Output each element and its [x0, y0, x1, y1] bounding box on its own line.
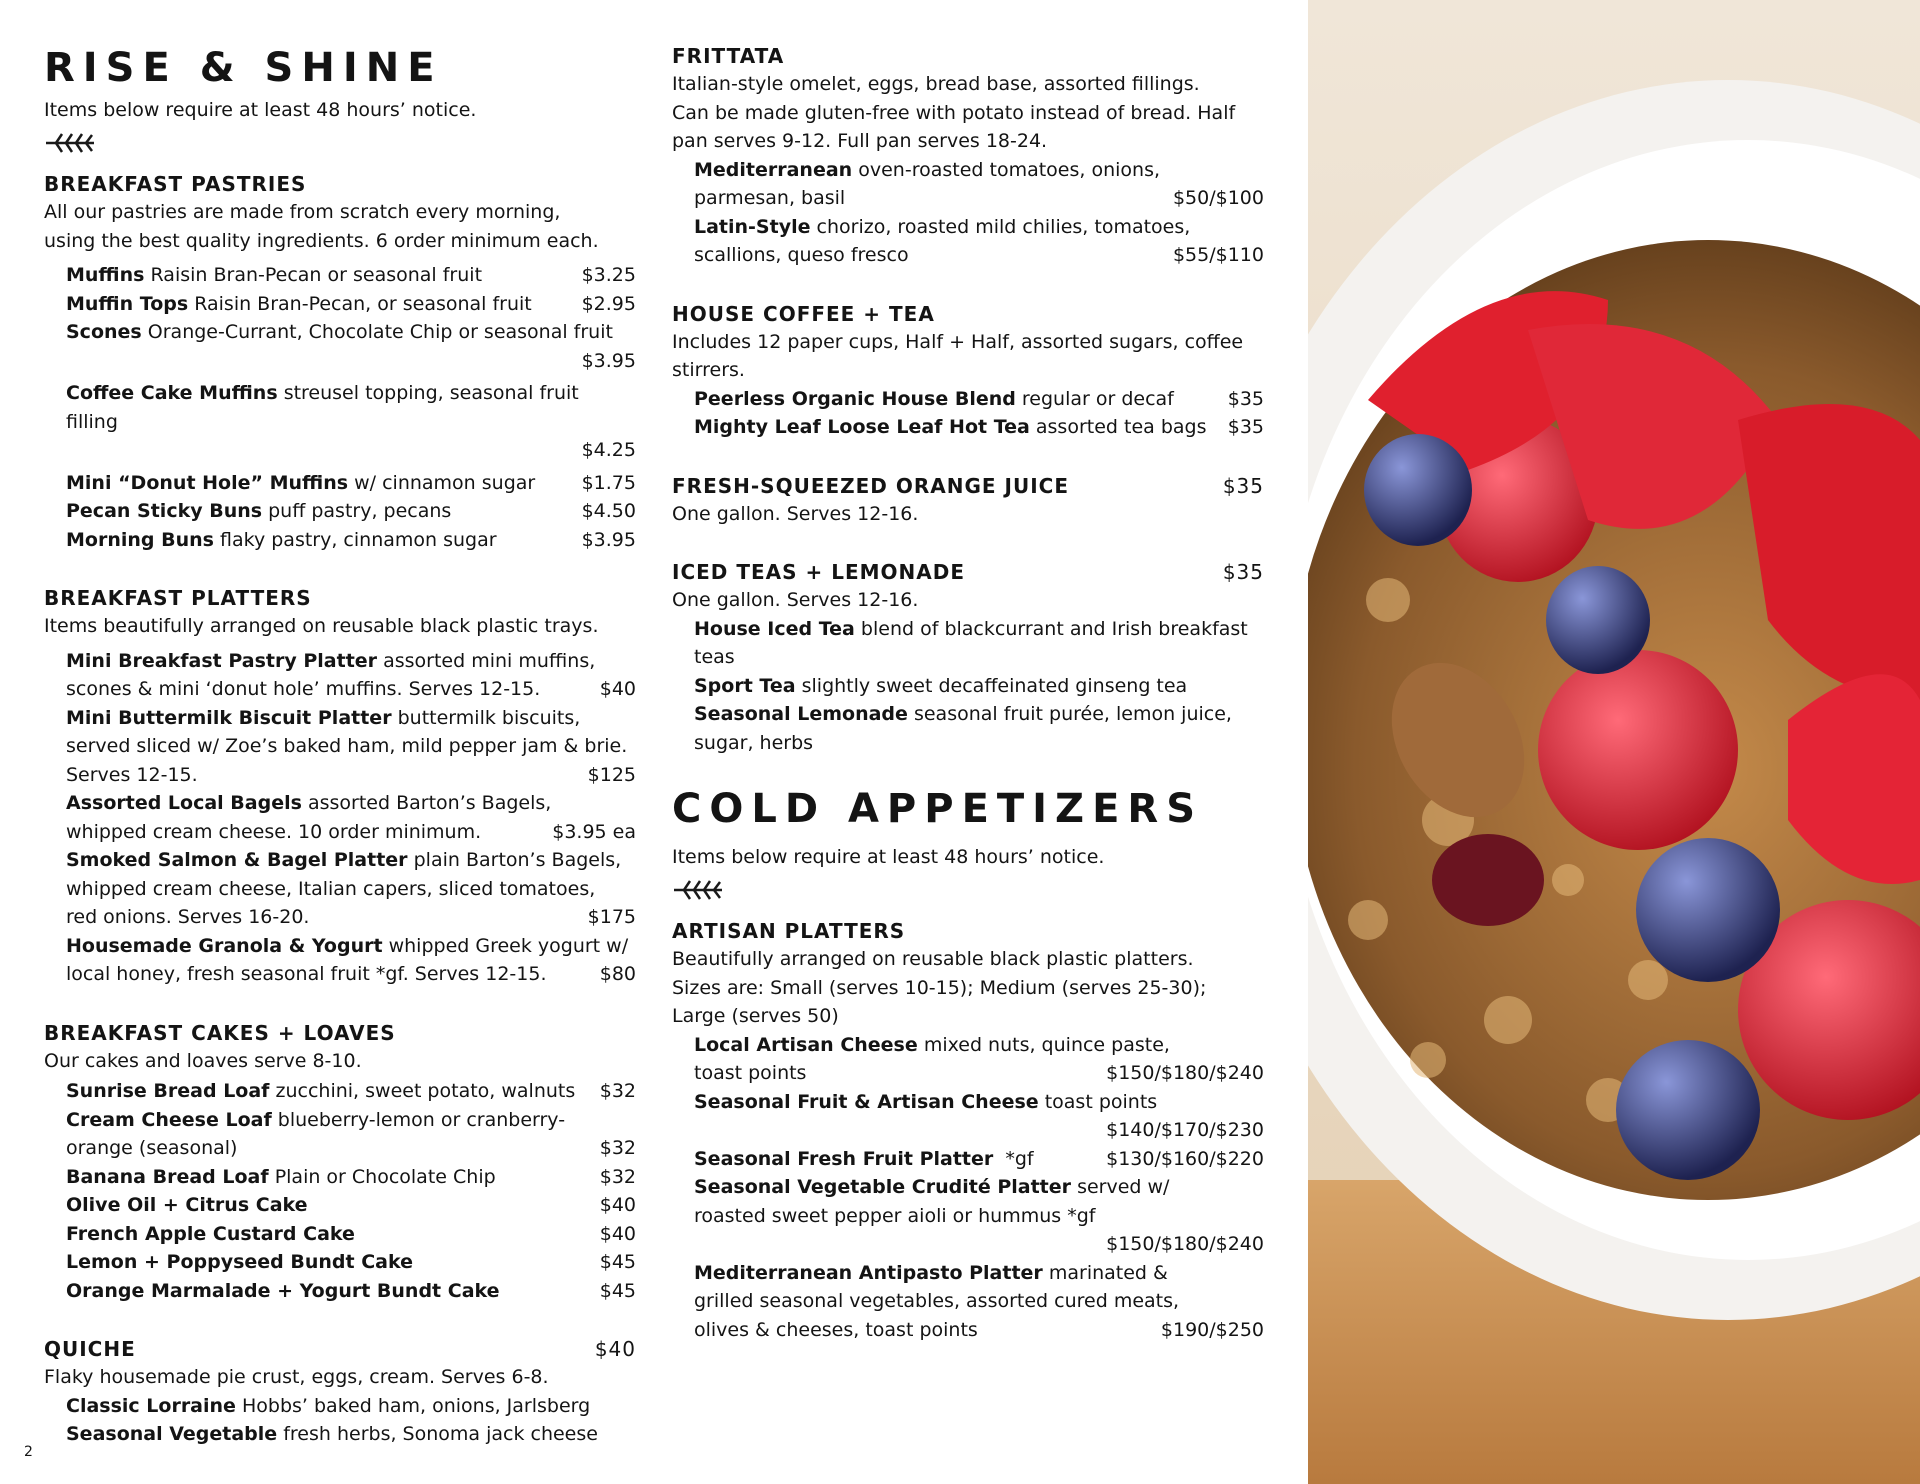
- menu-item: Sport Tea slightly sweet decaffeinated ginseng tea: [694, 674, 1188, 697]
- menu-item: Smoked Salmon & Bagel Platter plain Barton’s Bagels, whipped cream cheese, Italian capers, sliced tomatoes, red onions. Serves 16-20. $175: [66, 849, 636, 928]
- section-desc: Includes 12 paper cups, Half + Half, assorted sugars, coffee: [672, 330, 1244, 353]
- section-desc: Italian-style omelet, eggs, bread base, assorted fillings.: [672, 73, 1200, 95]
- menu-item: Mediterranean Antipasto Platter marinated & grilled seasonal vegetables, assorted cured meats, olives & cheeses, toast points $190/$250: [694, 1261, 1264, 1341]
- section-desc: Items beautifully arranged on reusable black plastic trays.: [44, 615, 599, 637]
- section-heading-platters: BREAKFAST PLATTERS: [44, 586, 312, 610]
- menu-item: Olive Oil + Citrus Cake $40: [66, 1194, 636, 1216]
- granola-bowl-photo: [1308, 0, 1920, 1484]
- menu-item: Classic Lorraine Hobbs’ baked ham, onions, Jarlsberg: [66, 1394, 591, 1417]
- granola-bowl-illustration: [1308, 0, 1920, 1484]
- section-desc: Large (serves 50): [672, 1005, 839, 1027]
- menu-item: Latin-Style chorizo, roasted mild chilies, tomatoes, scallions, queso fresco $55/$110: [694, 215, 1264, 266]
- sprig-icon: [44, 130, 96, 156]
- menu-item: Sunrise Bread Loaf zucchini, sweet potato, walnuts $32: [66, 1080, 636, 1102]
- menu-item: Seasonal Vegetable fresh herbs, Sonoma jack cheese: [66, 1423, 598, 1445]
- sprig-icon: [672, 877, 724, 903]
- menu-item: Seasonal Fresh Fruit Platter *gf $130/$160/$220: [694, 1147, 1264, 1170]
- section-desc: One gallon. Serves 12-16.: [672, 502, 919, 525]
- section-heading-artisan: ARTISAN PLATTERS: [672, 919, 906, 943]
- menu-item: Mini Buttermilk Biscuit Platter buttermilk biscuits, served sliced w/ Zoe’s baked ham, mild pepper jam & brie. Serves 12-15. $125: [66, 706, 636, 786]
- section-desc: stirrers.: [672, 359, 745, 381]
- notice: Items below require at least 48 hours’ notice.: [672, 846, 1105, 868]
- menu-item: Lemon + Poppyseed Bundt Cake $45: [66, 1251, 636, 1273]
- menu-item: Housemade Granola & Yogurt whipped Greek yogurt w/ local honey, fresh seasonal fruit *gf. Serves 12-15. $80: [66, 934, 636, 985]
- menu-item: Coffee Cake Muffins streusel topping, seasonal fruit filling $4.25: [66, 382, 636, 461]
- page-title: RISE & SHINE: [44, 45, 443, 91]
- menu-item: Cream Cheese Loaf blueberry-lemon or cranberry- orange (seasonal) $32: [66, 1108, 636, 1159]
- menu-item: Orange Marmalade + Yogurt Bundt Cake $45: [66, 1279, 636, 1302]
- notice: Items below require at least 48 hours’ notice.: [44, 99, 477, 121]
- section-desc: pan serves 9-12. Full pan serves 18-24.: [672, 130, 1048, 152]
- section-desc: Beautifully arranged on reusable black plastic platters.: [672, 948, 1194, 970]
- menu-item: Mini Breakfast Pastry Platter assorted mini muffins, scones & mini ‘donut hole’ muffins. Serves 12-15. $40: [66, 649, 636, 700]
- menu-item: Seasonal Fruit & Artisan Cheese toast points $140/$170/$230: [694, 1090, 1264, 1141]
- menu-item: Muffin Tops Raisin Bran-Pecan, or seasonal fruit $2.95: [66, 292, 636, 315]
- section-desc: Flaky housemade pie crust, eggs, cream. Serves 6-8.: [44, 1366, 549, 1388]
- menu-item: Local Artisan Cheese mixed nuts, quince paste, toast points $150/$180/$240: [694, 1033, 1264, 1084]
- section-heading-iced: ICED TEAS + LEMONADE $35: [672, 560, 1264, 584]
- cold-appetizers-title: COLD APPETIZERS: [672, 786, 1203, 832]
- section-desc: Sizes are: Small (serves 10-15); Medium (serves 25-30);: [672, 976, 1207, 999]
- menu-item: Scones Orange-Currant, Chocolate Chip or seasonal fruit $3.95: [66, 321, 636, 372]
- section-desc: All our pastries are made from scratch every morning,: [44, 201, 561, 223]
- menu-item: Mediterranean oven-roasted tomatoes, onions, parmesan, basil $50/$100: [694, 158, 1264, 209]
- section-heading-oj: FRESH-SQUEEZED ORANGE JUICE $35: [672, 473, 1264, 498]
- menu-item: Assorted Local Bagels assorted Barton’s Bagels, whipped cream cheese. 10 order minimum. $3.95 ea: [66, 792, 636, 843]
- menu-item: Peerless Organic House Blend regular or decaf $35: [694, 387, 1264, 410]
- section-desc: One gallon. Serves 12-16.: [672, 589, 919, 611]
- menu-item: Morning Buns flaky pastry, cinnamon sugar $3.95: [66, 528, 636, 551]
- section-desc: using the best quality ingredients. 6 order minimum each.: [44, 229, 599, 252]
- menu-item: Seasonal Vegetable Crudité Platter served w/ roasted sweet pepper aioli or hummus *gf $150/$180/$240: [694, 1176, 1264, 1255]
- page-number: 2: [24, 1444, 33, 1460]
- section-heading-pastries: BREAKFAST PASTRIES: [44, 172, 307, 196]
- middle-column: [672, 0, 1264, 1344]
- section-heading-frittata: FRITTATA: [672, 44, 785, 68]
- section-heading-quiche: QUICHE $40: [44, 1337, 636, 1361]
- menu-item: Banana Bread Loaf Plain or Chocolate Chip $32: [66, 1165, 636, 1188]
- section-desc: Can be made gluten-free with potato instead of bread. Half: [672, 101, 1236, 124]
- section-heading-cakes: BREAKFAST CAKES + LOAVES: [44, 1020, 396, 1045]
- menu-item: Mini “Donut Hole” Muffins w/ cinnamon sugar $1.75: [66, 471, 636, 494]
- menu-item: House Iced Tea blend of blackcurrant and Irish breakfast teas: [694, 617, 1248, 668]
- menu-item: Seasonal Lemonade seasonal fruit purée, lemon juice, sugar, herbs: [694, 703, 1232, 754]
- section-heading-coffee: HOUSE COFFEE + TEA: [672, 301, 935, 326]
- menu-item: Mighty Leaf Loose Leaf Hot Tea assorted tea bags $35: [694, 416, 1264, 438]
- menu-item: French Apple Custard Cake $40: [66, 1222, 636, 1245]
- menu-item: Muffins Raisin Bran-Pecan or seasonal fruit $3.25: [66, 264, 636, 286]
- section-desc: Our cakes and loaves serve 8-10.: [44, 1049, 362, 1072]
- menu-item: Pecan Sticky Buns puff pastry, pecans $4.50: [66, 500, 636, 522]
- left-column: [44, 0, 636, 1449]
